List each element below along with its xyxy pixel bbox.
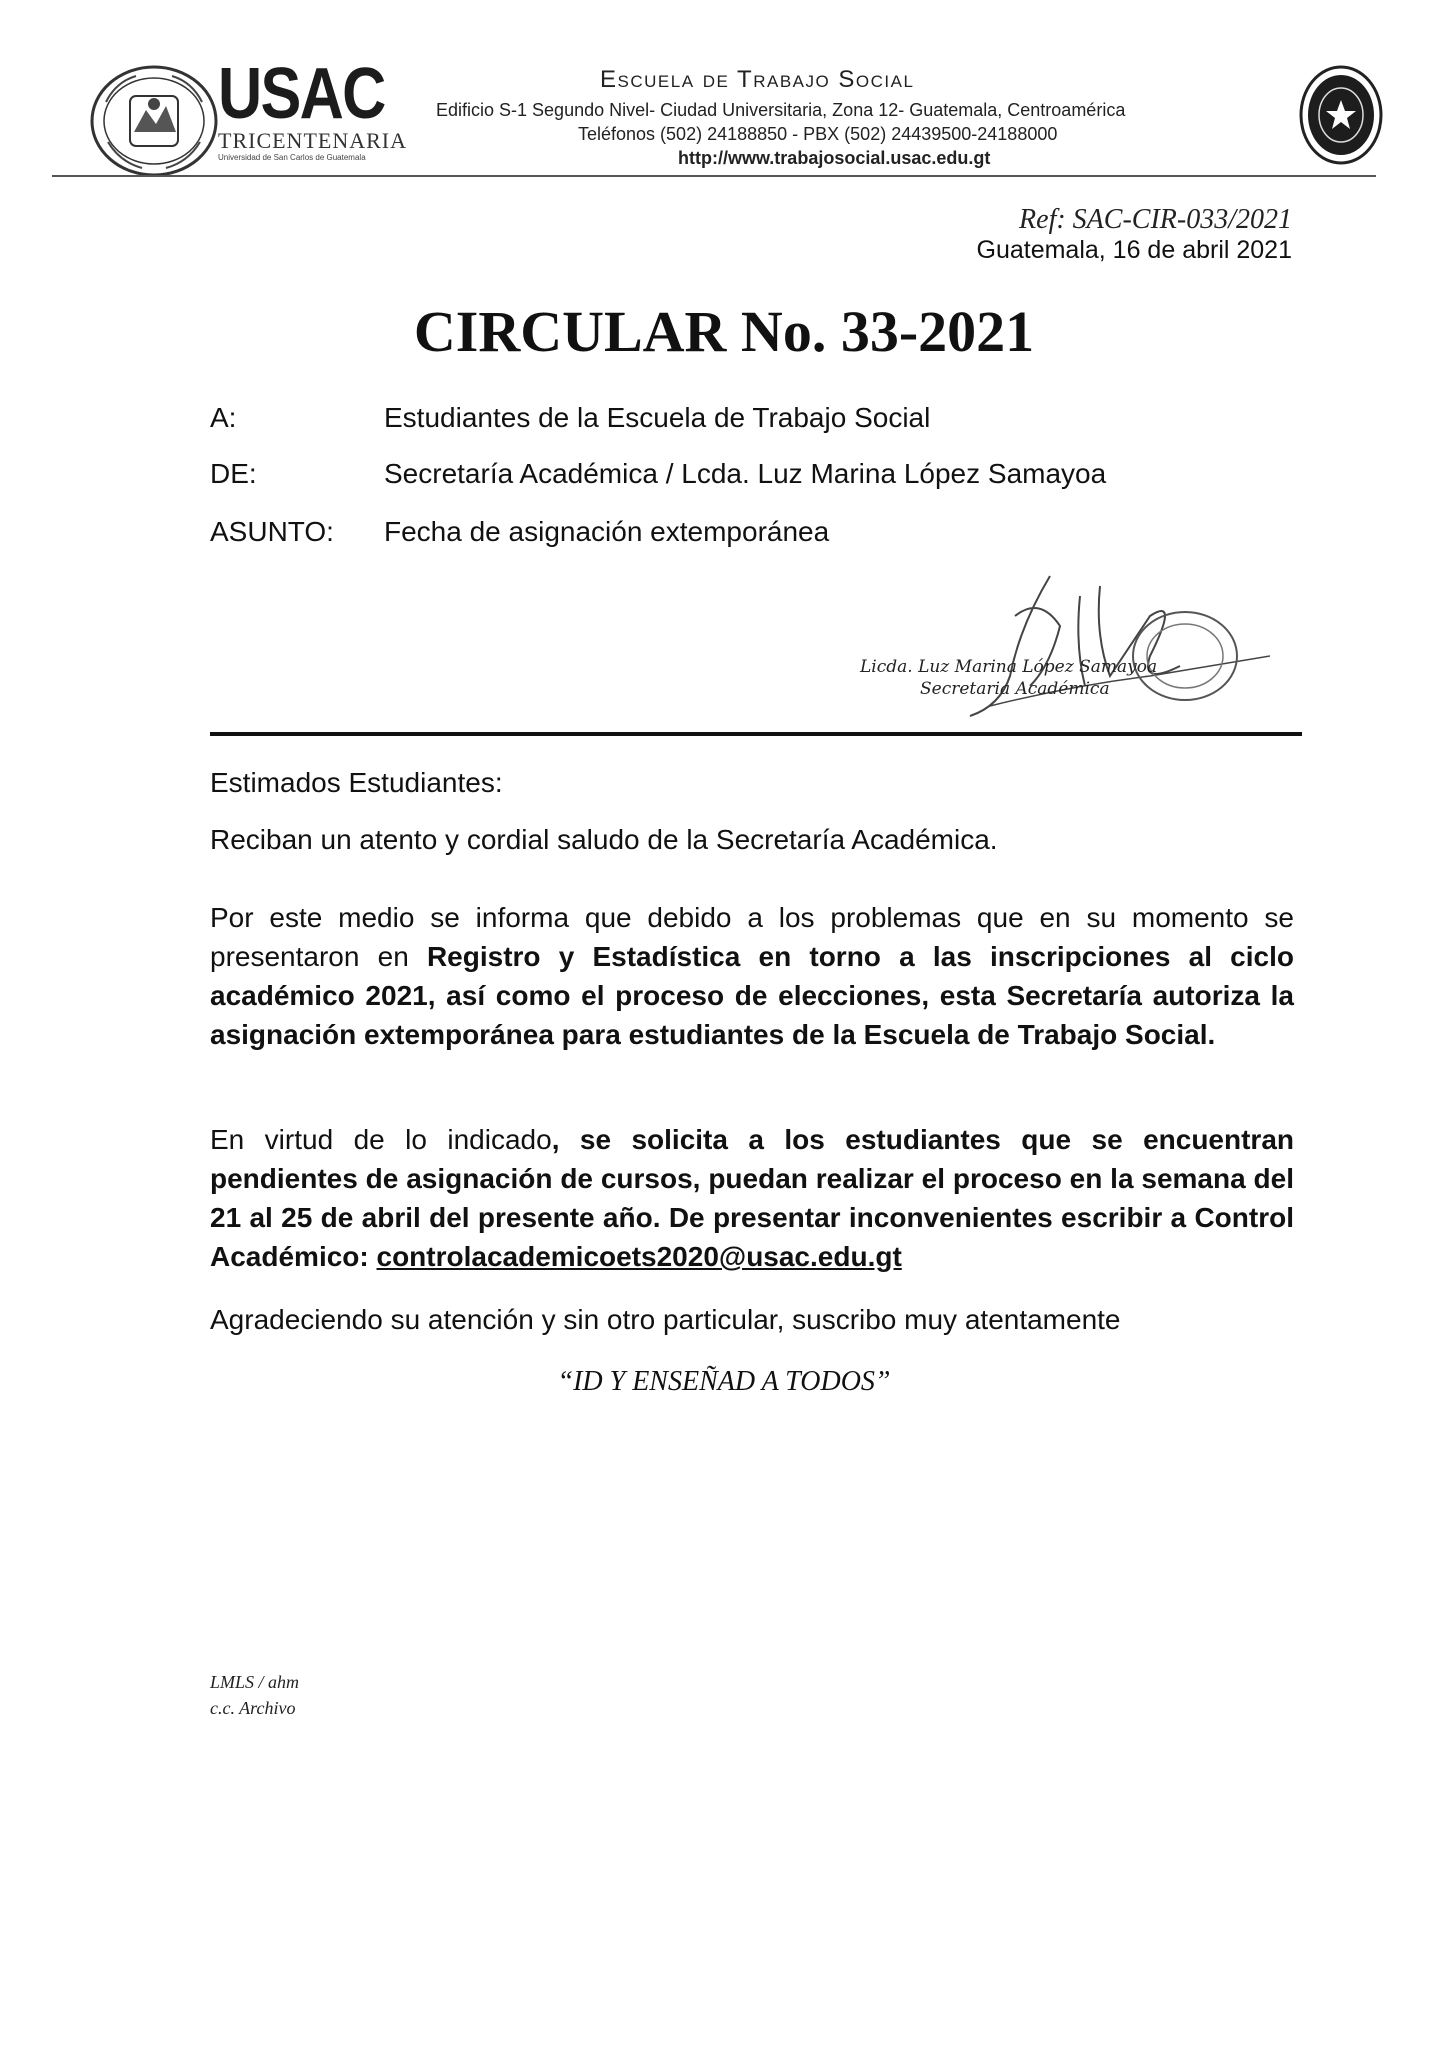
signature-role: Secretaria Académica xyxy=(920,679,1110,699)
signature-stamp xyxy=(850,556,1270,736)
paragraph-2 xyxy=(210,1120,1294,1276)
paragraph-2-bold: , se solicita a los estudiantes que se encuentran pendientes de asignación de cursos, puedan realizar el proceso en la semana del 21 al 25 de abril del presente año. De presentar inconvenientes escribir a Control Académico: xyxy=(210,1124,1295,1272)
reference-number: Ref: SAC-CIR-033/2021 xyxy=(1019,204,1292,235)
to-value: Estudiantes de la Escuela de Trabajo Social xyxy=(384,402,931,433)
school-address: Edificio S-1 Segundo Nivel- Ciudad Universitaria, Zona 12- Guatemala, Centroamérica xyxy=(436,100,1126,120)
city-date: Guatemala, 16 de abril 2021 xyxy=(976,236,1292,264)
greeting: Estimados Estudiantes: xyxy=(210,767,503,798)
closing-paragraph: Agradeciendo su atención y sin otro particular, suscribo muy atentamente xyxy=(210,1304,1121,1335)
subject-label: ASUNTO: xyxy=(210,516,334,547)
header-divider xyxy=(52,175,1376,177)
author-initials: LMLS / ahm xyxy=(210,1672,300,1692)
paragraph-2-text: En virtud de lo indicado xyxy=(210,1124,552,1155)
to-label: A: xyxy=(210,402,237,433)
school-name: Escuela de Trabajo Social xyxy=(600,66,915,93)
school-phones: Teléfonos (502) 24188850 - PBX (502) 24439500-24188000 xyxy=(578,124,1058,144)
tricentenaria-wordmark: TRICENTENARIA xyxy=(218,128,407,153)
institutional-motto: “ID Y ENSEÑAD A TODOS” xyxy=(557,1366,891,1397)
paragraph-1-bold: Registro y Estadística en torno a las inscripciones al ciclo académico 2021, así como el proceso de elecciones, esta Secretaría autoriza la asignación extemporánea para estudiantes de la Escuela de Trabajo Social. xyxy=(210,941,1294,1050)
paragraph-1 xyxy=(210,898,1294,1054)
school-website-link[interactable]: http://www.trabajosocial.usac.edu.gt xyxy=(678,148,991,168)
circular-title: CIRCULAR No. 33-2021 xyxy=(413,299,1035,364)
contact-email-link[interactable]: controlacademicoets2020@usac.edu.gt xyxy=(376,1241,902,1272)
usac-crest-logo xyxy=(86,62,222,180)
school-seal-logo xyxy=(1298,64,1384,166)
from-label: DE: xyxy=(210,458,257,489)
from-value: Secretaría Académica / Lcda. Luz Marina López Samayoa xyxy=(384,458,1107,489)
signature-divider xyxy=(210,732,1302,736)
salute-paragraph: Reciban un atento y cordial saludo de la Secretaría Académica. xyxy=(210,824,998,855)
paragraph-1-text: Por este medio se informa que debido a los problemas que en su momento se presentaron en xyxy=(210,902,1294,972)
signature-name: Licda. Luz Marina López Samayoa xyxy=(860,657,1158,677)
usac-wordmark: USAC xyxy=(218,54,385,134)
subject-value: Fecha de asignación extemporánea xyxy=(384,516,830,547)
tricentenaria-subtitle: Universidad de San Carlos de Guatemala xyxy=(218,153,366,162)
carbon-copy-note: c.c. Archivo xyxy=(210,1698,296,1718)
